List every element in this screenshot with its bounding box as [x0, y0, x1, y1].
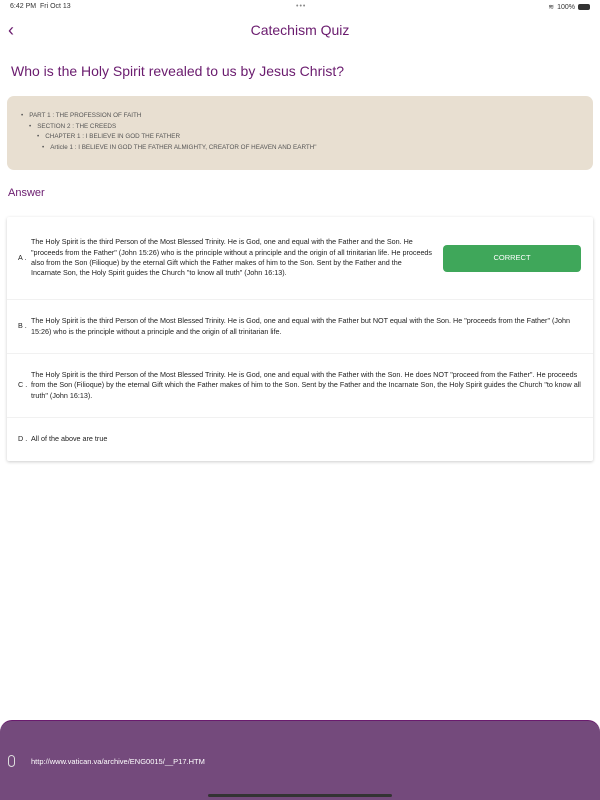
breadcrumb-item: • SECTION 2 : THE CREEDS: [29, 122, 117, 130]
breadcrumb: [7, 96, 593, 170]
option-key: A .: [18, 252, 27, 262]
breadcrumb-item: • CHAPTER 1 : I BELIEVE IN GOD THE FATHER: [37, 133, 181, 140]
battery-percent: 100%: [557, 3, 575, 11]
option-key: C .: [18, 380, 28, 390]
option-text: The Holy Spirit is the third Person of the Most Blessed Trinity. He is God, one and equal with the Father and the Son. He "proceeds from the Father" (John 15:26) who is the principle without a principle and the origin of all trinitarian life. He proceeds also from the Son (Filioque) by the eternal Gift which the Father makes of him to the Son. Sent by the Father and the Incarnate Son, the Holy Spirit guides the Church "to know all truth" (John 16:13).: [31, 237, 433, 278]
breadcrumb-item: • PART 1 : THE PROFESSION OF FAITH: [21, 112, 142, 119]
option-b[interactable]: [7, 300, 593, 354]
question-text: Who is the Holy Spirit revealed to us by Jesus Christ?: [11, 63, 345, 79]
option-text: The Holy Spirit is the third Person of the Most Blessed Trinity. He is God, one and equal with the Father but NOT equal with the Son. He "proceeds from the Father" (John 15:26) who is the principle without a principle and the origin of all trinitarian life.: [31, 316, 570, 336]
status-bar: [10, 3, 590, 13]
option-key: D .: [18, 434, 28, 444]
home-indicator[interactable]: [208, 794, 392, 797]
option-a[interactable]: [7, 217, 593, 300]
option-key: B .: [18, 321, 27, 331]
status-time: 6:42 PM Fri Oct 13: [10, 3, 71, 10]
status-right: [548, 3, 590, 11]
multitask-dots[interactable]: •••: [296, 3, 307, 10]
option-text: All of the above are true: [31, 434, 108, 444]
chevron-left-icon: ‹: [8, 20, 14, 40]
options-card: [7, 217, 593, 461]
page-title: Catechism Quiz: [250, 22, 350, 38]
wifi-icon: ≋: [548, 4, 555, 11]
option-text: The Holy Spirit is the third Person of the Most Blessed Trinity. He is God, one and equal with the Father with the Son. He does NOT "proceed from the Father". He proceeds from the Son (Filioque) by the eternal Gift which the Father makes of him to the Son. Sent by the Father and the Incarnate Son, the Holy Spirit guides the Church "to know all truth" (John 16:13).: [31, 370, 581, 400]
source-footer: [0, 720, 600, 800]
battery-icon: [578, 4, 590, 10]
paperclip-icon: [8, 755, 15, 767]
answer-heading: Answer: [8, 187, 45, 199]
option-c[interactable]: [7, 354, 593, 418]
option-d[interactable]: [7, 418, 593, 461]
correct-button[interactable]: CORRECT: [443, 245, 581, 272]
breadcrumb-item: • Article 1 : I BELIEVE IN GOD THE FATHER ALMIGHTY, CREATOR OF HEAVEN AND EARTH": [42, 143, 317, 151]
source-link[interactable]: http://www.vatican.va/archive/ENG0015/__P17.HTM: [31, 757, 205, 766]
